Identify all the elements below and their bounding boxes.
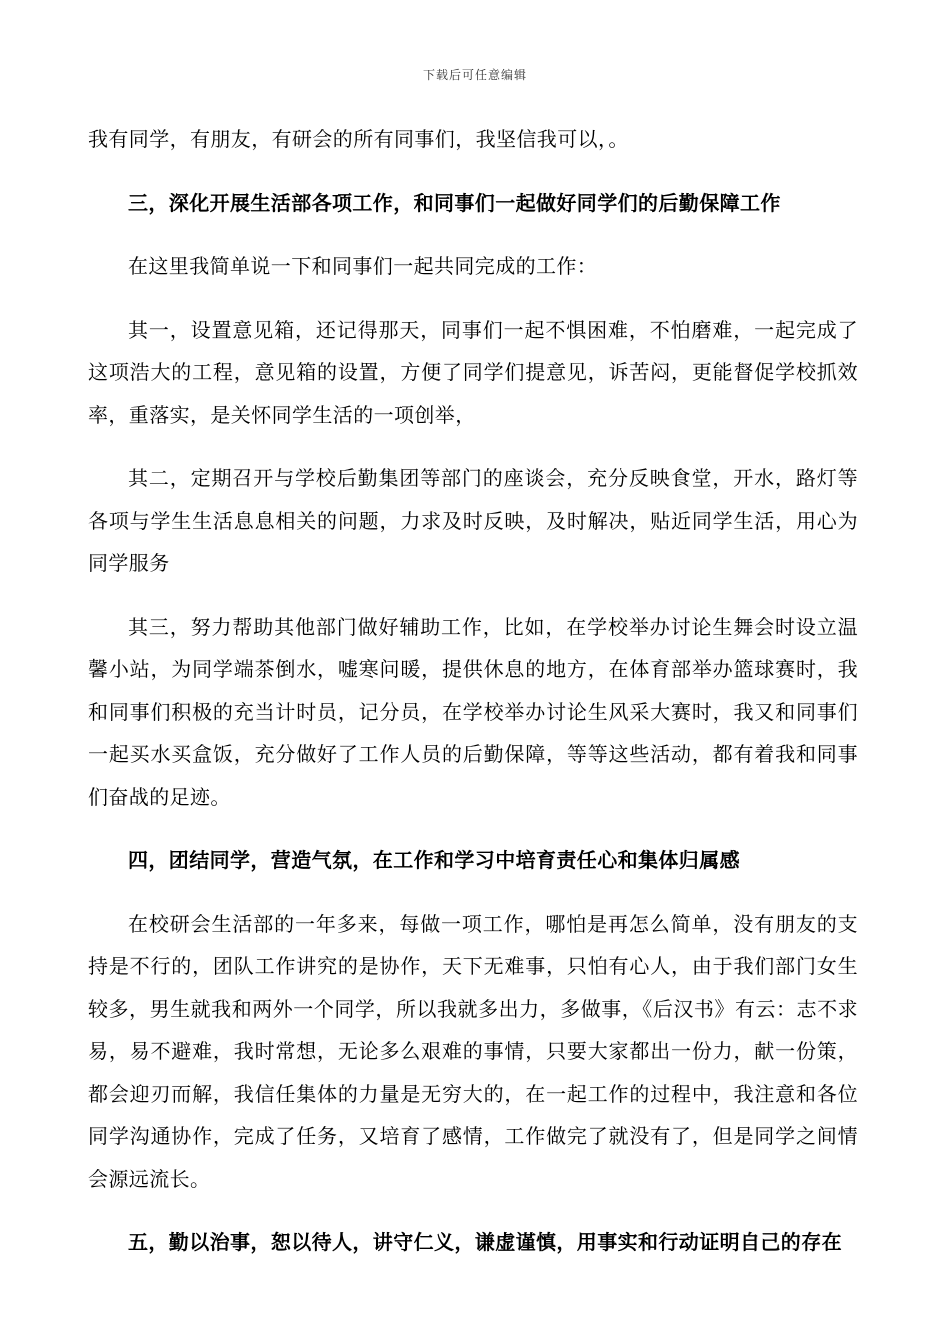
paragraph-item-1: 其一，设置意见箱，还记得那天，同事们一起不惧困难，不怕磨难，一起完成了这项浩大的工程，意见箱的设置，方便了同学们提意见，诉苦闷，更能督促学校抓效率，重落实，是关怀同学生活的一项创举，: [88, 317, 858, 427]
document-body: [88, 118, 858, 1285]
paragraph-intro: 在这里我简单说一下和同事们一起共同完成的工作：: [128, 254, 598, 278]
paragraph-teamwork: 在校研会生活部的一年多来，每做一项工作，哪怕是再怎么简单，没有朋友的支持是不行的，团队工作讲究的是协作，天下无难事，只怕有心人，由于我们部门女生较多，男生就我和两外一个同学，所以我就多出力，多做事，《后汉书》有云：志不求易，易不避难，我时常想，无论多么艰难的事情，只要大家都出一份力，献一份策，都会迎刃而解，我信任集体的力量是无穷大的，在一起工作的过程中，我注意和各位同学沟通协作，完成了任务，又培育了感情，工作做完了就没有了，但是同学之间情会源远流长。: [88, 911, 858, 1191]
paragraph-item-2: 其二，定期召开与学校后勤集团等部门的座谈会，充分反映食堂，开水，路灯等各项与学生生活息息相关的问题，力求及时反映，及时解决，贴近同学生活，用心为同学服务: [88, 466, 858, 575]
section-heading-3: 三，深化开展生活部各项工作，和同事们一起做好同学们的后勤保障工作: [128, 190, 781, 215]
section-heading-5: 五，勤以治事，恕以待人，讲守仁义，谦虚谨慎，用事实和行动证明自己的存在: [128, 1230, 842, 1254]
section-heading-4: 四，团结同学，营造气氛，在工作和学习中培育责任心和集体归属感: [128, 848, 740, 872]
paragraph-item-3: 其三，努力帮助其他部门做好辅助工作，比如，在学校举办讨论生舞会时设立温馨小站，为同学端茶倒水，嘘寒问暖，提供休息的地方，在体育部举办篮球赛时，我和同事们积极的充当计时员，记分员，在学校举办讨论生风采大赛时，我又和同事们一起买水买盒饭，充分做好了工作人员的后勤保障，等等这些活动，都有着我和同事们奋战的足迹。: [88, 614, 858, 809]
paragraph-continuation: 我有同学，有朋友，有研会的所有同事们，我坚信我可以，。: [88, 127, 629, 151]
page-header-note: 下载后可任意编辑: [422, 68, 527, 82]
